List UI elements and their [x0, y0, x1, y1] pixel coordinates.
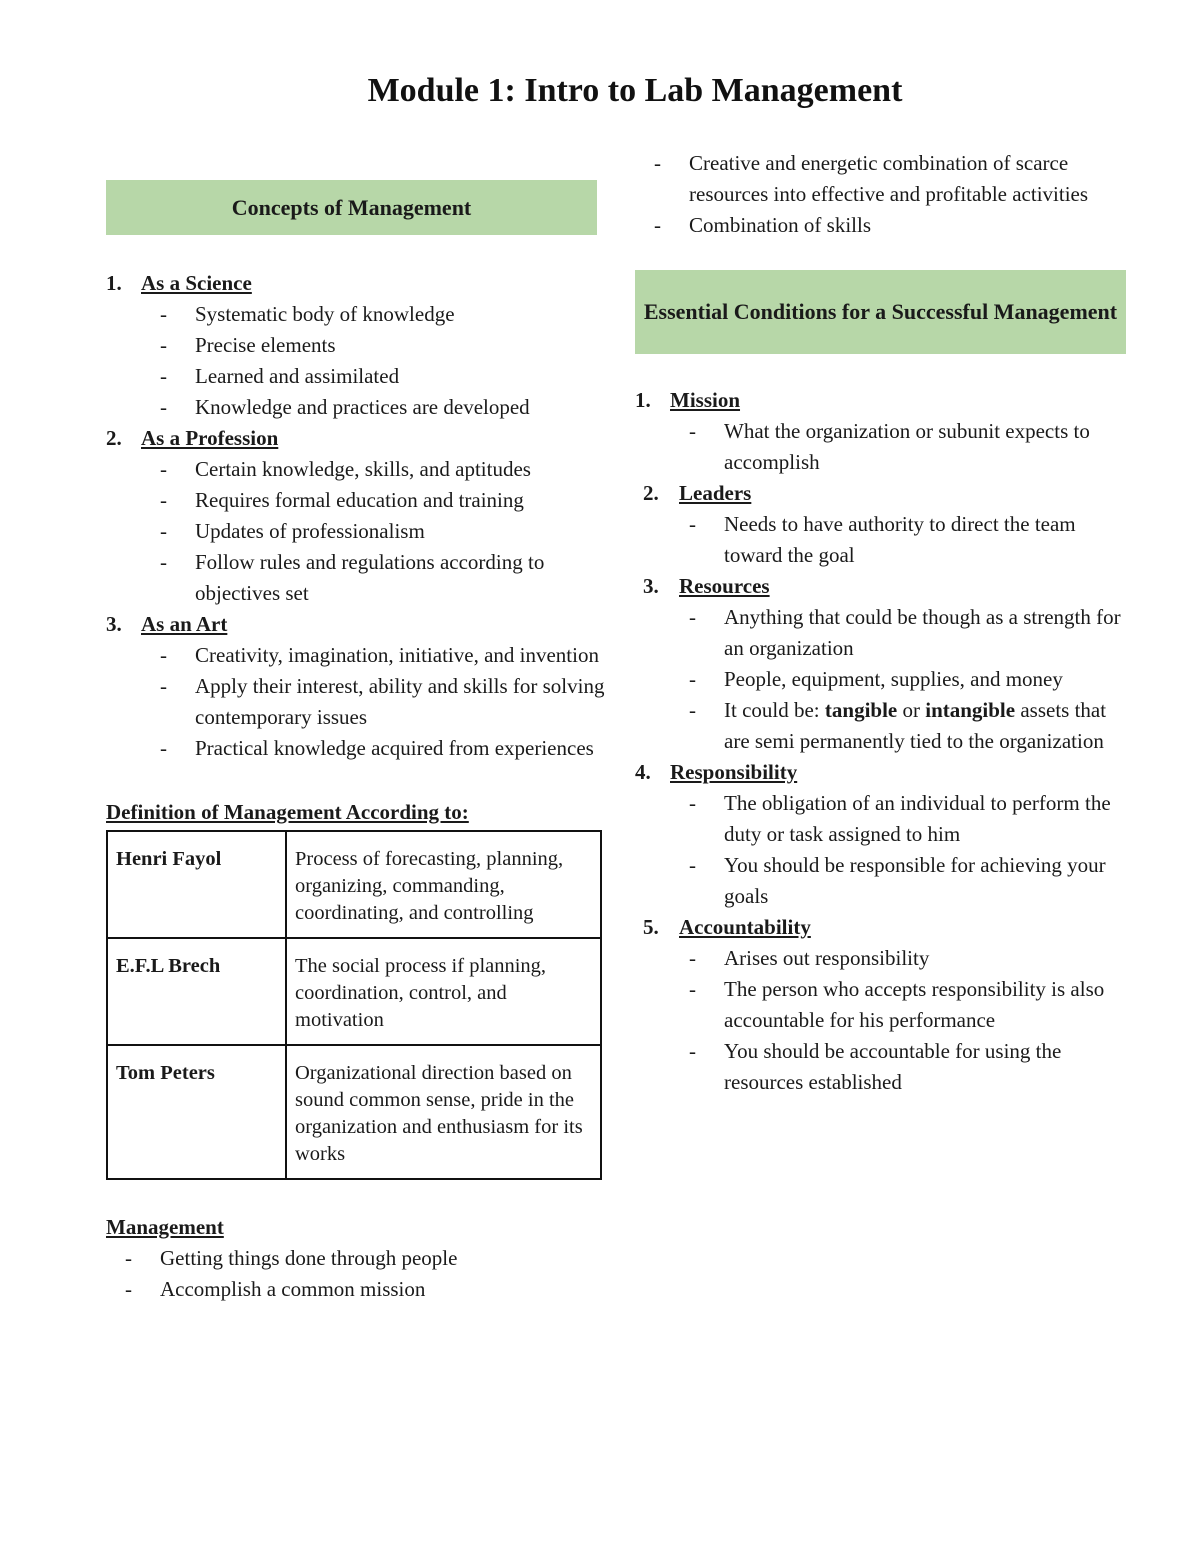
dash-bullet: - [160, 488, 167, 512]
item-label: Leaders [679, 481, 752, 505]
art-continued-list [635, 148, 1135, 241]
concept-item [106, 423, 606, 609]
dash-bullet: - [160, 457, 167, 481]
definitions-table [106, 830, 602, 1180]
dash-bullet: - [125, 1246, 132, 1270]
list-item: - Needs to have authority to direct the team toward the goal [724, 509, 1135, 571]
definition-cell: Organizational direction based on sound common sense, pride in the organization and enthusiasm for its works [286, 1045, 601, 1179]
concept-item [106, 268, 606, 423]
definition-cell: The social process if planning, coordination, control, and motivation [286, 938, 601, 1045]
item-label: As a Profession [141, 426, 279, 450]
dash-bullet: - [654, 213, 661, 237]
right-column [635, 148, 1135, 1098]
condition-item [635, 385, 1135, 478]
dash-bullet: - [125, 1277, 132, 1301]
dash-bullet: - [160, 333, 167, 357]
dash-bullet: - [160, 364, 167, 388]
conditions-heading: Essential Conditions for a Successful Management [635, 270, 1126, 354]
dash-bullet: - [689, 698, 696, 722]
dash-bullet: - [160, 674, 167, 698]
dash-bullet: - [160, 550, 167, 574]
list-item: - Learned and assimilated [195, 361, 606, 392]
dash-bullet: - [689, 512, 696, 536]
concepts-heading: Concepts of Management [106, 180, 597, 235]
dash-bullet: - [689, 791, 696, 815]
dash-bullet: - [689, 1039, 696, 1063]
condition-item [635, 478, 1135, 571]
list-item: - Certain knowledge, skills, and aptitudes [195, 454, 606, 485]
item-number: 4. [635, 760, 651, 784]
list-item: - The obligation of an individual to perform the duty or task assigned to him [724, 788, 1135, 850]
concept-item [106, 609, 606, 764]
dash-bullet: - [689, 853, 696, 877]
item-label: As an Art [141, 612, 228, 636]
list-item: - Creativity, imagination, initiative, and invention [195, 640, 606, 671]
list-item: - Anything that could be though as a strength for an organization [724, 602, 1135, 664]
list-item: - Practical knowledge acquired from experiences [195, 733, 606, 764]
dash-bullet: - [160, 302, 167, 326]
list-item: - Apply their interest, ability and skills for solving contemporary issues [195, 671, 606, 733]
dash-bullet: - [160, 395, 167, 419]
item-number: 2. [643, 481, 659, 505]
item-number: 5. [643, 915, 659, 939]
dash-bullet: - [689, 419, 696, 443]
list-item: - What the organization or subunit expects to accomplish [724, 416, 1135, 478]
list-item: - Combination of skills [689, 210, 1135, 241]
list-item: - People, equipment, supplies, and money [724, 664, 1135, 695]
conditions-list [635, 385, 1135, 1098]
list-item: - Getting things done through people [160, 1243, 606, 1274]
item-number: 1. [635, 388, 651, 412]
page-title: Module 1: Intro to Lab Management [367, 72, 903, 109]
definition-cell: Process of forecasting, planning, organizing, commanding, coordinating, and controlling [286, 831, 601, 938]
dash-bullet: - [160, 519, 167, 543]
list-item: - Updates of professionalism [195, 516, 606, 547]
table-row [107, 1045, 601, 1179]
list-item: - Requires formal education and training [195, 485, 606, 516]
list-item: - Follow rules and regulations according to objectives set [195, 547, 606, 609]
item-number: 1. [106, 271, 122, 295]
dash-bullet: - [160, 736, 167, 760]
author-cell: E.F.L Brech [107, 938, 286, 1045]
list-item: - Systematic body of knowledge [195, 299, 606, 330]
concepts-list [106, 268, 606, 764]
list-item: - You should be accountable for using the resources established [724, 1036, 1135, 1098]
condition-item [635, 757, 1135, 912]
item-label: As a Science [141, 271, 252, 295]
condition-item [635, 912, 1135, 1098]
list-item: - Creative and energetic combination of scarce resources into effective and profitable activities [689, 148, 1135, 210]
management-list [106, 1243, 606, 1305]
dash-bullet: - [689, 605, 696, 629]
table-row [107, 938, 601, 1045]
left-column [106, 180, 606, 1305]
list-item: - It could be: tangible or intangible assets that are semi permanently tied to the organization [724, 695, 1135, 757]
definitions-heading: Definition of Management According to: [106, 800, 469, 824]
list-item: - Accomplish a common mission [160, 1274, 606, 1305]
list-item: - Arises out responsibility [724, 943, 1135, 974]
item-number: 2. [106, 426, 122, 450]
item-label: Responsibility [670, 760, 798, 784]
dash-bullet: - [654, 151, 661, 175]
item-number: 3. [106, 612, 122, 636]
author-cell: Tom Peters [107, 1045, 286, 1179]
author-cell: Henri Fayol [107, 831, 286, 938]
list-item: - The person who accepts responsibility is also accountable for his performance [724, 974, 1135, 1036]
list-item: - You should be responsible for achieving your goals [724, 850, 1135, 912]
item-number: 3. [643, 574, 659, 598]
item-label: Accountability [679, 915, 811, 939]
list-item: - Knowledge and practices are developed [195, 392, 606, 423]
management-heading: Management [106, 1215, 224, 1239]
table-row [107, 831, 601, 938]
dash-bullet: - [689, 977, 696, 1001]
list-item: - Precise elements [195, 330, 606, 361]
item-label: Mission [670, 388, 741, 412]
dash-bullet: - [689, 667, 696, 691]
dash-bullet: - [689, 946, 696, 970]
condition-item [635, 571, 1135, 757]
item-label: Resources [679, 574, 770, 598]
dash-bullet: - [160, 643, 167, 667]
